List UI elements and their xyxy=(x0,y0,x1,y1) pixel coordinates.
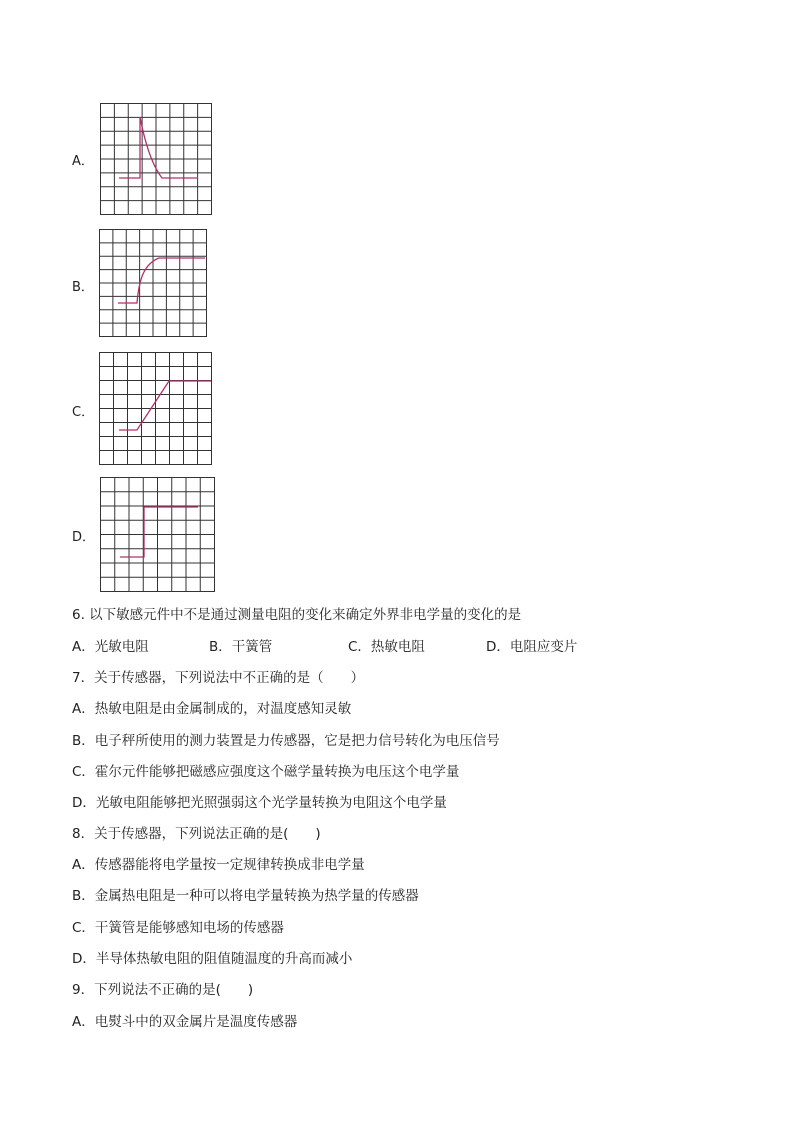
graph-b xyxy=(99,229,207,337)
question-8-stem: 8．关于传感器，下列说法正确的是( ) xyxy=(72,826,321,842)
choice-c: C．热敏电阻 xyxy=(348,639,425,655)
grid-lines xyxy=(100,103,212,215)
question-8-choice-a: A．传感器能将电学量按一定规律转换成非电学量 xyxy=(72,857,365,873)
graph-a xyxy=(100,103,212,215)
choice-b: B．干簧管 xyxy=(209,639,273,655)
question-7-choice-c: C．霍尔元件能够把磁感应强度这个磁学量转换为电压这个电学量 xyxy=(72,764,460,780)
question-8-choice-b: B．金属热电阻是一种可以将电学量转换为热学量的传感器 xyxy=(72,888,419,904)
grid-lines xyxy=(99,352,212,465)
option-label-a: A． xyxy=(72,154,94,169)
question-7-choice-d: D．光敏电阻能够把光照强弱这个光学量转换为电阻这个电学量 xyxy=(72,795,447,811)
graph-c xyxy=(99,352,212,465)
question-8-choice-d: D．半导体热敏电阻的阻值随温度的升高而减小 xyxy=(72,951,353,967)
question-8-choice-c: C．干簧管是能够感知电场的传感器 xyxy=(72,920,284,936)
question-7-choice-b: B．电子秤所使用的测力装置是力传感器，它是把力信号转化为电压信号 xyxy=(72,733,500,749)
graph-d xyxy=(100,477,215,592)
question-6-stem: 6. 以下敏感元件中不是通过测量电阻的变化来确定外界非电学量的变化的是 xyxy=(72,607,522,623)
trace-a xyxy=(119,117,198,178)
choice-a: A．光敏电阻 xyxy=(72,639,149,655)
question-7-stem: 7．关于传感器，下列说法中不正确的是（ ） xyxy=(72,670,365,686)
grid-lines xyxy=(100,477,215,592)
option-label-c: C． xyxy=(72,405,95,420)
question-7-choice-a: A．热敏电阻是由金属制成的，对温度感知灵敏 xyxy=(72,701,352,717)
option-label-d: D． xyxy=(72,530,96,545)
choice-d: D．电阻应变片 xyxy=(486,639,578,655)
grid-lines xyxy=(99,229,207,337)
option-label-b: B． xyxy=(72,280,94,295)
question-9-choice-a: A．电熨斗中的双金属片是温度传感器 xyxy=(72,1014,298,1030)
question-9-stem: 9．下列说法不正确的是( ) xyxy=(72,982,254,998)
